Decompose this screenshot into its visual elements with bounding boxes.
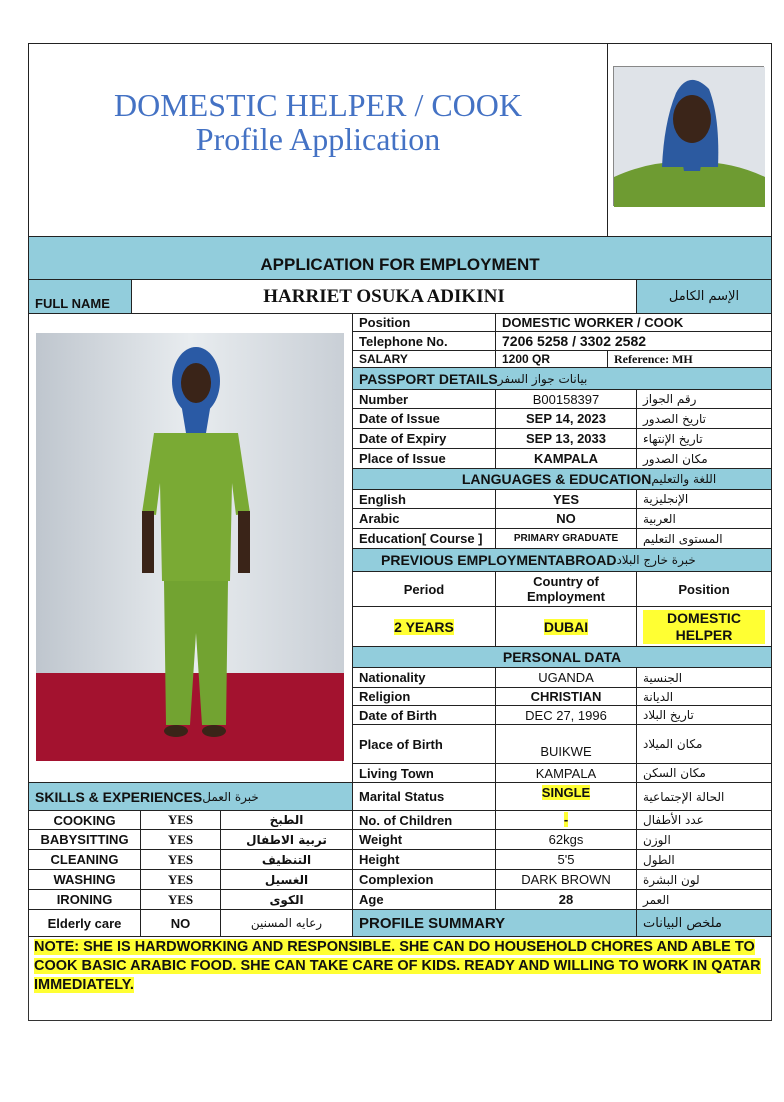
education-value: PRIMARY GRADUATE — [495, 528, 637, 549]
previous-employment-header — [352, 548, 772, 572]
children-cell — [495, 810, 637, 830]
full-name-value: HARRIET OSUKA ADIKINI — [131, 279, 637, 314]
arabic-label: Arabic — [352, 508, 496, 529]
complexion-label-ar: لون البشرة — [636, 869, 772, 890]
children-value: - — [563, 812, 569, 827]
dob-value: DEC 27, 1996 — [495, 705, 637, 725]
birthplace-label: Place of Birth — [352, 724, 496, 764]
languages-header — [352, 468, 772, 490]
skill-cooking-label-ar: الطبخ — [220, 810, 353, 830]
period-column-header: Period — [352, 571, 496, 607]
headshot-photo — [613, 66, 764, 206]
nationality-value: UGANDA — [495, 667, 637, 688]
living-town-label-ar: مكان السكن — [636, 763, 772, 783]
skill-elderly-care-value: NO — [140, 909, 221, 937]
languages-header-en: LANGUAGES & EDUCATION — [461, 471, 652, 487]
birthplace-value: BUIKWE — [495, 724, 637, 764]
passport-number-label-ar: رقم الجواز — [636, 389, 772, 409]
issue-date-value: SEP 14, 2023 — [495, 408, 637, 429]
title-line-1: DOMESTIC HELPER / COOK — [113, 87, 522, 123]
nationality-label: Nationality — [352, 667, 496, 688]
skill-cleaning-label-ar: التنظيف — [220, 849, 353, 870]
skill-ironing-value: YES — [140, 889, 221, 910]
living-town-value: KAMPALA — [495, 763, 637, 783]
telephone-label: Telephone No. — [352, 331, 496, 351]
profile-summary-header: PROFILE SUMMARY — [352, 909, 637, 937]
previous-header-ar: خبرة خارج البلاد — [616, 553, 696, 567]
expiry-date-label: Date of Expiry — [352, 428, 496, 449]
dob-label-ar: تاريخ البلاد — [636, 705, 772, 725]
skill-ironing-label-ar: الكوى — [220, 889, 353, 910]
telephone-value: 7206 5258 / 3302 2582 — [495, 331, 772, 351]
profile-note: NOTE: SHE IS HARDWORKING AND RESPONSIBLE. SHE CAN DO HOUSEHOLD CHORES AND ABLE TO COOK BASIC ARABIC FOOD. SHE CAN TAKE CARE OF KIDS. READY AND WILLING TO WORK IN QATAR IMMEDIATELY. — [34, 939, 761, 993]
languages-header-ar: اللغة والتعليم — [651, 472, 717, 486]
issue-place-label: Place of Issue — [352, 448, 496, 469]
age-label-ar: العمر — [636, 889, 772, 910]
issue-place-label-ar: مكان الصدور — [636, 448, 772, 469]
position-value: DOMESTIC WORKER / COOK — [495, 313, 772, 332]
nationality-label-ar: الجنسية — [636, 667, 772, 688]
skill-cleaning-value: YES — [140, 849, 221, 870]
profile-note-box — [34, 938, 768, 998]
english-label: English — [352, 489, 496, 509]
country-cell — [495, 606, 637, 647]
skill-washing-label: WASHING — [28, 869, 141, 890]
skill-ironing-label: IRONING — [28, 889, 141, 910]
period-cell — [352, 606, 496, 647]
full-name-label: FULL NAME — [28, 279, 132, 314]
previous-position-value: DOMESTIC HELPER — [643, 610, 765, 644]
marital-status-cell — [495, 782, 637, 811]
position-column-header: Position — [636, 571, 772, 607]
previous-header-en: PREVIOUS EMPLOYMENTABROAD — [381, 552, 617, 568]
education-label-ar: المستوى التعليم — [636, 528, 772, 549]
issue-date-label-ar: تاريخ الصدور — [636, 408, 772, 429]
passport-header-ar: بيانات جواز السفر — [497, 371, 588, 386]
skills-header — [28, 782, 353, 811]
height-label: Height — [352, 849, 496, 870]
issue-place-value: KAMPALA — [495, 448, 637, 469]
dob-label: Date of Birth — [352, 705, 496, 725]
expiry-date-label-ar: تاريخ الإنتهاء — [636, 428, 772, 449]
photo-column-border — [28, 313, 353, 783]
page-title — [28, 88, 608, 156]
weight-label-ar: الوزن — [636, 829, 772, 850]
religion-value: CHRISTIAN — [495, 687, 637, 706]
height-value: 5'5 — [495, 849, 637, 870]
expiry-date-value: SEP 13, 2033 — [495, 428, 637, 449]
country-column-header: Country of Employment — [495, 571, 637, 607]
passport-header — [352, 367, 772, 390]
religion-label-ar: الديانة — [636, 687, 772, 706]
profile-summary-header-ar: ملخص البيانات — [636, 909, 772, 937]
children-label-ar: عدد الأطفال — [636, 810, 772, 830]
skill-washing-label-ar: الغسيل — [220, 869, 353, 890]
complexion-value: DARK BROWN — [495, 869, 637, 890]
skill-cooking-value: YES — [140, 810, 221, 830]
passport-number-label: Number — [352, 389, 496, 409]
issue-date-label: Date of Issue — [352, 408, 496, 429]
skill-babysitting-label-ar: تربية الاطفال — [220, 829, 353, 850]
skills-header-ar: خبرة العمل — [202, 789, 259, 804]
position-label: Position — [352, 313, 496, 332]
living-town-label: Living Town — [352, 763, 496, 783]
marital-status-label: Marital Status — [352, 782, 496, 811]
application-banner: APPLICATION FOR EMPLOYMENT — [28, 236, 772, 280]
reference-code: Reference: MH — [607, 350, 772, 368]
skills-header-en: SKILLS & EXPERIENCES — [35, 788, 203, 805]
skill-elderly-care-label-ar: رعايه المسنين — [220, 909, 353, 937]
english-label-ar: الإنجليزية — [636, 489, 772, 509]
age-label: Age — [352, 889, 496, 910]
skill-babysitting-label: BABYSITTING — [28, 829, 141, 850]
birthplace-label-ar: مكان الميلاد — [636, 724, 772, 764]
education-label: Education[ Course ] — [352, 528, 496, 549]
skill-elderly-care-label: Elderly care — [28, 909, 141, 937]
period-value: 2 YEARS — [394, 618, 454, 635]
arabic-value: NO — [495, 508, 637, 529]
skill-cleaning-label: CLEANING — [28, 849, 141, 870]
age-value: 28 — [495, 889, 637, 910]
skill-cooking-label: COOKING — [28, 810, 141, 830]
arabic-label-ar: العربية — [636, 508, 772, 529]
passport-number-value: B00158397 — [495, 389, 637, 409]
religion-label: Religion — [352, 687, 496, 706]
skill-babysitting-value: YES — [140, 829, 221, 850]
complexion-label: Complexion — [352, 869, 496, 890]
skill-washing-value: YES — [140, 869, 221, 890]
title-line-2: Profile Application — [195, 121, 441, 157]
height-label-ar: الطول — [636, 849, 772, 870]
full-name-label-ar: الإسم الكامل — [636, 279, 772, 314]
marital-status-value: SINGLE — [541, 785, 591, 800]
previous-position-cell — [636, 606, 772, 647]
salary-value: 1200 QR — [495, 350, 608, 368]
weight-label: Weight — [352, 829, 496, 850]
weight-value: 62kgs — [495, 829, 637, 850]
children-label: No. of Children — [352, 810, 496, 830]
english-value: YES — [495, 489, 637, 509]
country-value: DUBAI — [543, 618, 589, 635]
salary-label: SALARY — [352, 350, 496, 368]
marital-status-label-ar: الحالة الإجتماعية — [636, 782, 772, 811]
personal-data-header: PERSONAL DATA — [352, 646, 772, 668]
passport-header-en: PASSPORT DETAILS — [359, 370, 498, 387]
